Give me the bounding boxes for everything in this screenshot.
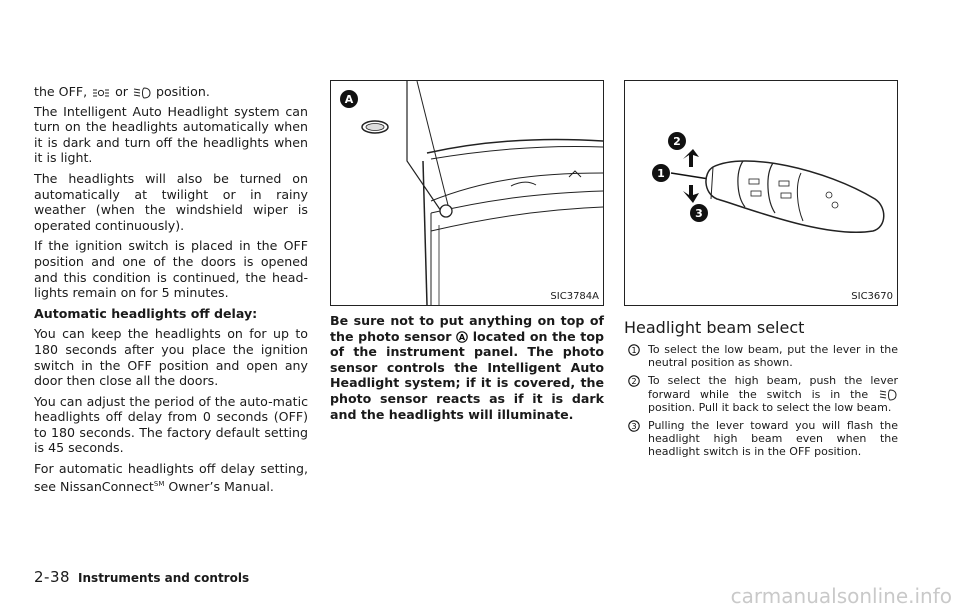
dashboard-illustration	[331, 81, 603, 305]
paragraph-ignition-off: If the ignition switch is placed in the OFF position and one of the doors is opened and this condition is continued, the head-lights remain on for 5 minutes.	[34, 238, 308, 301]
paragraph-position: the OFF, or position.	[34, 84, 210, 99]
photo-sensor-warning: Be sure not to put anything on top of the photo sensor A located on the top of the instrument panel. The photo sensor controls the Intelligent Auto Headlight system; if it is covered, the photo sensor reacts as if it is dark and the headlights will illuminate.	[330, 313, 604, 422]
page-footer	[34, 568, 249, 586]
figure-label-2: 2	[673, 135, 681, 148]
right-column	[624, 318, 898, 464]
paragraph-twilight: The headlights will also be turned on automatically at twilight or in rainy weather (when the windshield wiper is operated continuously).	[34, 170, 308, 233]
page-number: 2-38	[34, 568, 71, 586]
paragraph-setting-reference: For automatic headlights off delay setting, see NissanConnect℠ Owner’s Manual.	[34, 461, 308, 494]
number-3-icon	[628, 420, 640, 432]
paragraph-keep-on: You can keep the headlights on for up to 180 seconds after you place the ignition switch in the OFF position and open any door then close all the doors.	[34, 326, 308, 389]
subheading-off-delay: Automatic headlights off delay:	[34, 305, 258, 321]
figure-code: SIC3784A	[550, 291, 599, 302]
figure-code: SIC3670	[851, 291, 893, 302]
list-item: 2 To select the high beam, push the lever forward while the switch is in the position. Pull it back to select the low beam.	[624, 374, 898, 414]
lever-illustration	[625, 81, 897, 305]
headlight-icon	[132, 87, 152, 99]
list-item: 3 Pulling the lever toward you will flash the headlight high beam even when the headlight switch is in the OFF position.	[624, 419, 898, 459]
figure-label-3: 3	[695, 207, 703, 220]
parking-light-icon	[91, 88, 111, 98]
list-item: 1 To select the low beam, put the lever in the neutral position as shown.	[624, 343, 898, 369]
paragraph-adjust-period: You can adjust the period of the auto-matic headlights off delay from 0 seconds (OFF) to 180 seconds. The factory default setting is 45 seconds.	[34, 393, 308, 456]
photo-sensor-figure	[330, 80, 604, 306]
watermark: carmanualsonline.info	[730, 584, 952, 608]
figure-label-1: 1	[657, 167, 665, 180]
left-column	[34, 84, 308, 499]
number-1-icon	[628, 344, 640, 356]
beam-select-figure	[624, 80, 898, 306]
section-heading: Headlight beam select	[624, 318, 805, 337]
svg-text:2: 2	[631, 377, 637, 387]
svg-text:3: 3	[631, 422, 637, 432]
svg-text:A: A	[459, 333, 466, 343]
svg-text:1: 1	[631, 346, 637, 355]
headlight-icon	[878, 389, 898, 401]
figure-label-a: A	[344, 93, 354, 106]
paragraph-auto-headlight: The Intelligent Auto Headlight system can turn on the headlights automatically when it is dark and turn off the headlights when it is light.	[34, 103, 308, 166]
section-title: Instruments and controls	[78, 571, 250, 585]
sensor-a-icon	[456, 331, 468, 343]
number-2-icon	[628, 375, 640, 387]
